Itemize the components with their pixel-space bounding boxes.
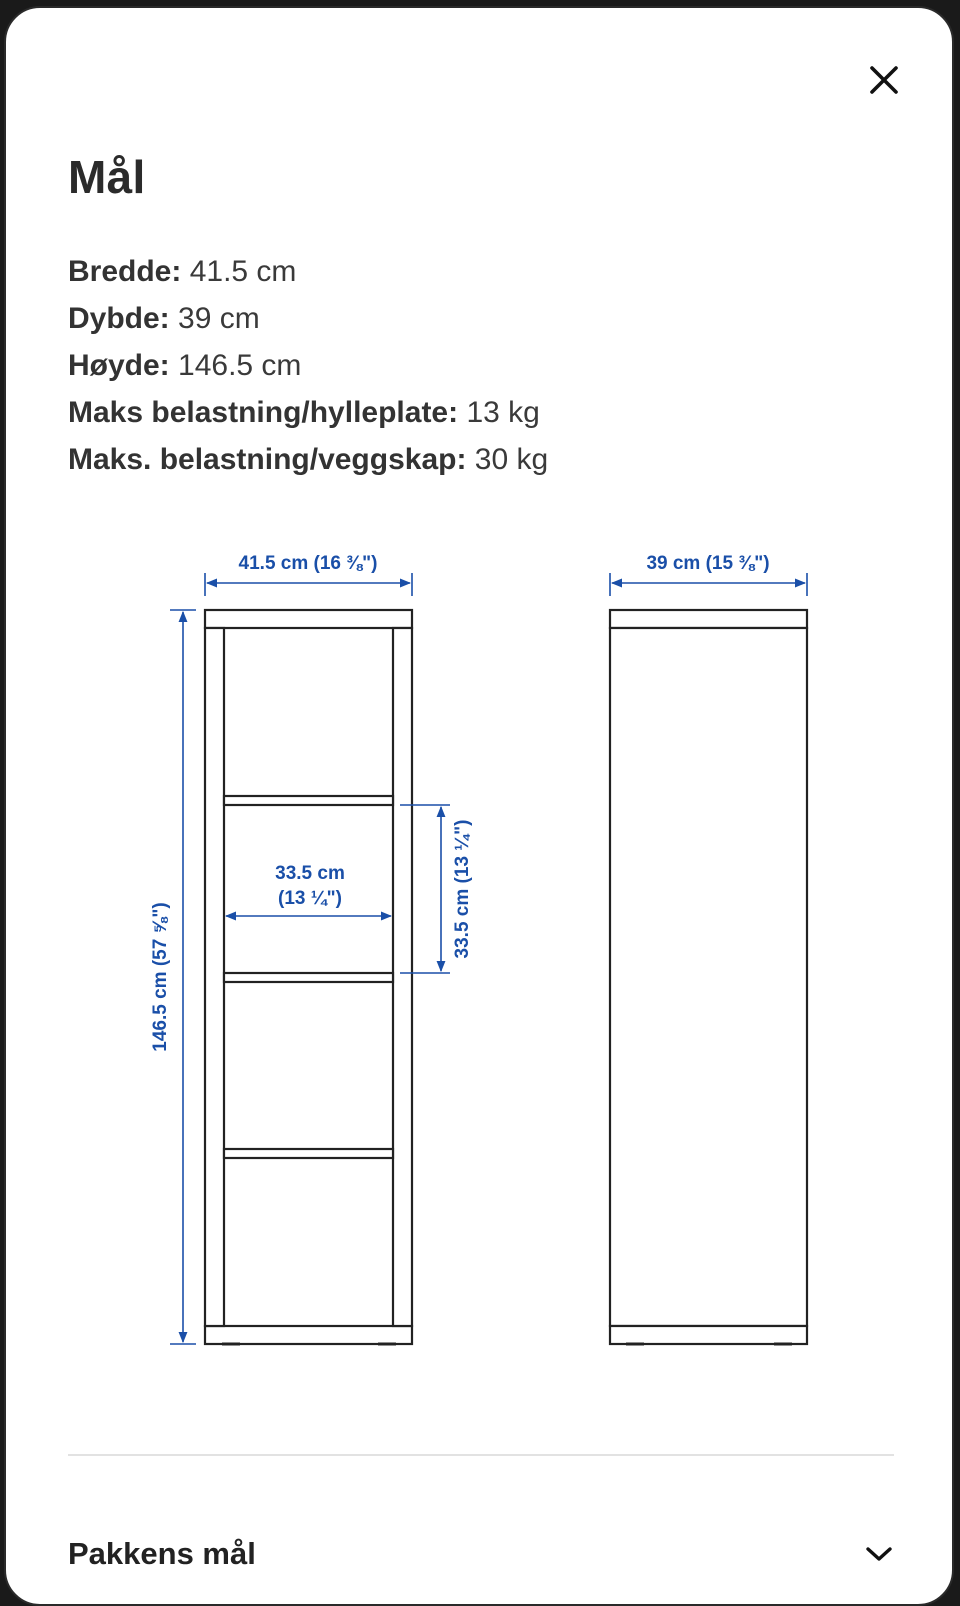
front-width-dimension-line	[205, 573, 412, 596]
total-height-dimension-line	[170, 610, 196, 1344]
inner-height-label: 33.5 cm (13 ¼")	[452, 819, 473, 959]
spec-value: 39 cm	[169, 302, 260, 335]
side-depth-dimension-line	[610, 573, 807, 596]
spec-value: 41.5 cm	[181, 255, 297, 288]
side-depth-label: 39 cm (15 ⅜")	[646, 553, 770, 574]
package-dimensions-accordion[interactable]	[68, 1528, 894, 1580]
inner-width-label-line1: 33.5 cm	[275, 863, 345, 884]
spec-label: Bredde:	[68, 255, 182, 288]
side-view-drawing	[610, 610, 807, 1344]
chevron-down-icon	[864, 1544, 894, 1564]
spec-label: Høyde:	[68, 349, 170, 382]
spec-label: Maks belastning/hylleplate:	[68, 396, 459, 429]
accordion-title: Pakkens mål	[68, 1536, 256, 1571]
spec-label: Maks. belastning/veggskap:	[68, 443, 467, 476]
divider	[68, 1454, 894, 1456]
spec-label: Dybde:	[68, 302, 170, 335]
spec-value: 146.5 cm	[169, 349, 302, 382]
front-width-label: 41.5 cm (16 ⅜")	[238, 553, 378, 574]
spec-value: 13 kg	[458, 396, 540, 429]
total-height-label: 146.5 cm (57 ⅝")	[150, 902, 171, 1052]
panel-title: Mål	[68, 151, 146, 203]
inner-width-label-line2: (13 ¼")	[278, 888, 342, 909]
front-view-drawing	[205, 610, 412, 1344]
spec-value: 30 kg	[466, 443, 549, 476]
